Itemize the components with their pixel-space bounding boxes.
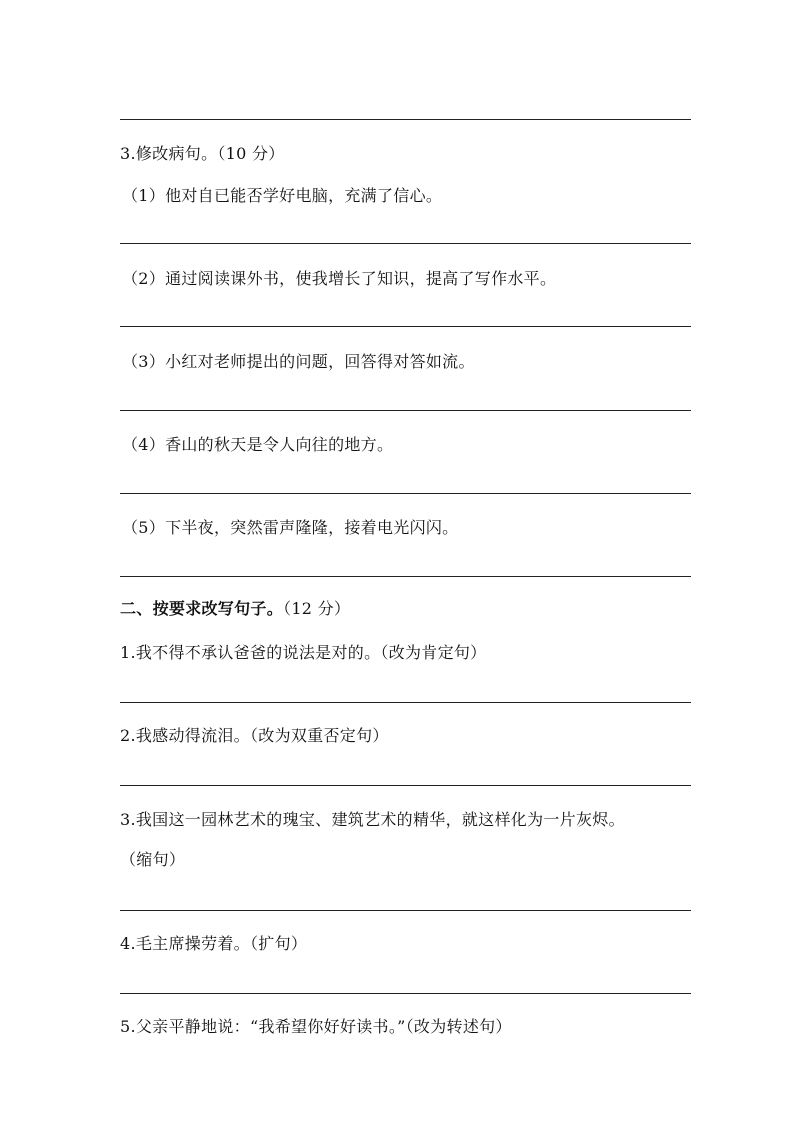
answer-line — [120, 326, 691, 327]
section-heading — [120, 598, 350, 620]
section-score: （12 分） — [283, 599, 351, 618]
question: 4.毛主席操劳着。（扩句） — [120, 934, 308, 953]
sub-question: （5）下半夜，突然雷声隆隆，接着电光闪闪。 — [122, 518, 459, 537]
answer-line — [120, 410, 691, 411]
sub-question: （2）通过阅读课外书，使我增长了知识，提高了写作水平。 — [122, 269, 557, 288]
answer-line — [120, 493, 691, 494]
sub-question: （3）小红对老师提出的问题，回答得对答如流。 — [122, 352, 475, 371]
answer-line — [120, 910, 691, 911]
answer-line — [120, 243, 691, 244]
answer-line — [120, 702, 691, 703]
answer-line — [120, 785, 691, 786]
question: 3.我国这一园林艺术的瑰宝、建筑艺术的精华，就这样化为一片灰烬。 — [120, 810, 625, 829]
question: 1.我不得不承认爸爸的说法是对的。（改为肯定句） — [120, 643, 487, 662]
question: 2.我感动得流泪。（改为双重否定句） — [120, 726, 389, 745]
question: 5.父亲平静地说：“我希望你好好读书。”（改为转述句） — [120, 1017, 512, 1036]
answer-line — [120, 119, 691, 120]
answer-line — [120, 993, 691, 994]
answer-line — [120, 576, 691, 577]
question-title: 3.修改病句。（10 分） — [120, 144, 285, 163]
question-note: （缩句） — [120, 850, 186, 869]
section-heading-text: 二、按要求改写句子。 — [120, 599, 284, 618]
sub-question: （1）他对自已能否学好电脑，充满了信心。 — [122, 186, 443, 205]
sub-question: （4）香山的秋天是令人向往的地方。 — [122, 435, 394, 454]
